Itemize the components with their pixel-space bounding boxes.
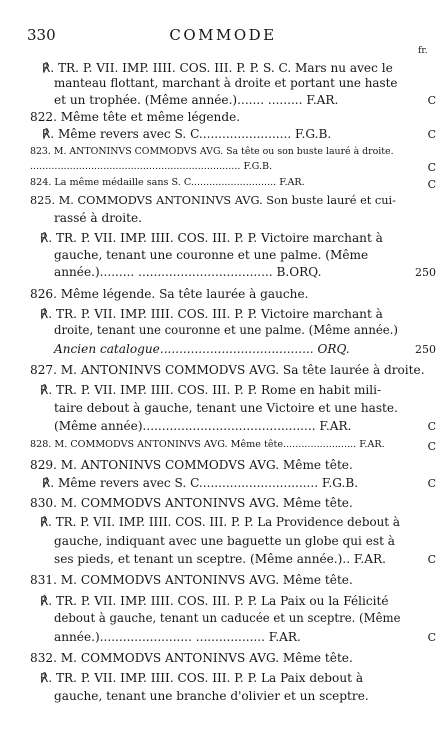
page-number: 330 [27,26,56,44]
text-line: ℟. TR. P. VII. IMP. IIII. COS. III. P. P. La Paix debout à [40,671,364,685]
text-line: 822. Même tête et même légende. [30,110,241,124]
text-line: et un trophée. (Même année.)....... ......... F.AR. [54,93,339,107]
running-title: COMMODE [169,26,277,44]
text-line: ℟. TR. P. VII. IMP. IIII. COS. III. P. P. S. C. Mars nu avec le [42,61,393,75]
text-line: ℟. Même revers avec S. C............................... F.G.B. [42,476,359,490]
text-line: ℟. TR. P. VII. IMP. IIII. COS. III. P. P. La Paix ou la Félicité [40,594,389,608]
rarity-mark: C [427,94,436,107]
text-line: gauche, tenant une branche d'olivier et un sceptre. [54,689,369,703]
text-line: (Même année)............................................. F.AR. [54,419,352,433]
rarity-mark: C [427,440,436,453]
text-line: debout à gauche, tenant un caducée et un sceptre. (Même [54,611,401,625]
text-line: ..................................................................... F.G.B. [30,161,273,172]
rarity-mark: C [427,161,436,174]
text-line: droite, tenant une couronne et une palme. (Même année.) [54,323,398,337]
price-column-label: fr. [418,46,428,56]
text-line: 827. M. ANTONINVS COMMODVS AVG. Sa tête laurée à droite. [30,363,425,377]
text-line: 830. M. COMMODVS ANTONINVS AVG. Même tête. [30,496,353,510]
text-line: ℟. TR. P. VII. IMP. IIII. COS. III. P. P. Victoire marchant à [40,231,383,245]
text-line: 832. M. COMMODVS ANTONINVS AVG. Même tête. [30,651,353,665]
text-line: 823. M. ANTONINVS COMMODVS AVG. Sa tête ou son buste lauré à droite. [30,146,394,157]
rarity-mark: 250 [415,266,436,279]
rarity-mark: 250 [415,343,436,356]
text-line: ℟. TR. P. VII. IMP. IIII. COS. III. P. P. La Providence debout à [40,515,400,529]
rarity-mark: C [427,553,436,566]
text-line: 829. M. ANTONINVS COMMODVS AVG. Même tête. [30,458,353,472]
text-line: ℟. TR. P. VII. IMP. IIII. COS. III. P. P. Rome en habit mili- [40,383,382,397]
rarity-mark: C [427,631,436,644]
text-line: gauche, indiquant avec une baguette un globe qui est à [54,534,395,548]
text-line: ℟. TR. P. VII. IMP. IIII. COS. III. P. P. Victoire marchant à [40,307,383,321]
rarity-mark: C [427,477,436,490]
page-header [0,26,446,48]
text-line: ses pieds, et tenant un sceptre. (Même année.).. F.AR. [54,552,386,566]
text-line: taire debout à gauche, tenant une Victoire et une haste. [54,401,398,415]
text-line: 831. M. COMMODVS ANTONINVS AVG. Même tête. [30,573,353,587]
text-line: 825. M. COMMODVS ANTONINVS AVG. Son buste lauré et cui- [30,194,396,207]
rarity-mark: C [427,420,436,433]
rarity-mark: C [427,128,436,141]
text-line: 828. M. COMMODVS ANTONINVS AVG. Même tête........................ F.AR. [30,439,385,450]
text-line: rassé à droite. [54,211,142,225]
rarity-mark: C [427,178,436,191]
text-line: 826. Même légende. Sa tête laurée à gauche. [30,287,309,301]
text-line: 824. La même médaille sans S. C............................ F.AR. [30,177,305,188]
text-line: année.)......... ................................... B.ORQ. [54,265,322,279]
text-line: gauche, tenant une couronne et une palme. (Même [54,248,369,262]
text-line: année.)........................ .................. F.AR. [54,630,301,644]
text-line: manteau flottant, marchant à droite et portant une haste [54,76,398,90]
text-line: ℟. Même revers avec S. C........................ F.G.B. [42,127,332,141]
text-line: Ancien catalogue........................................ ORQ. [54,342,350,356]
